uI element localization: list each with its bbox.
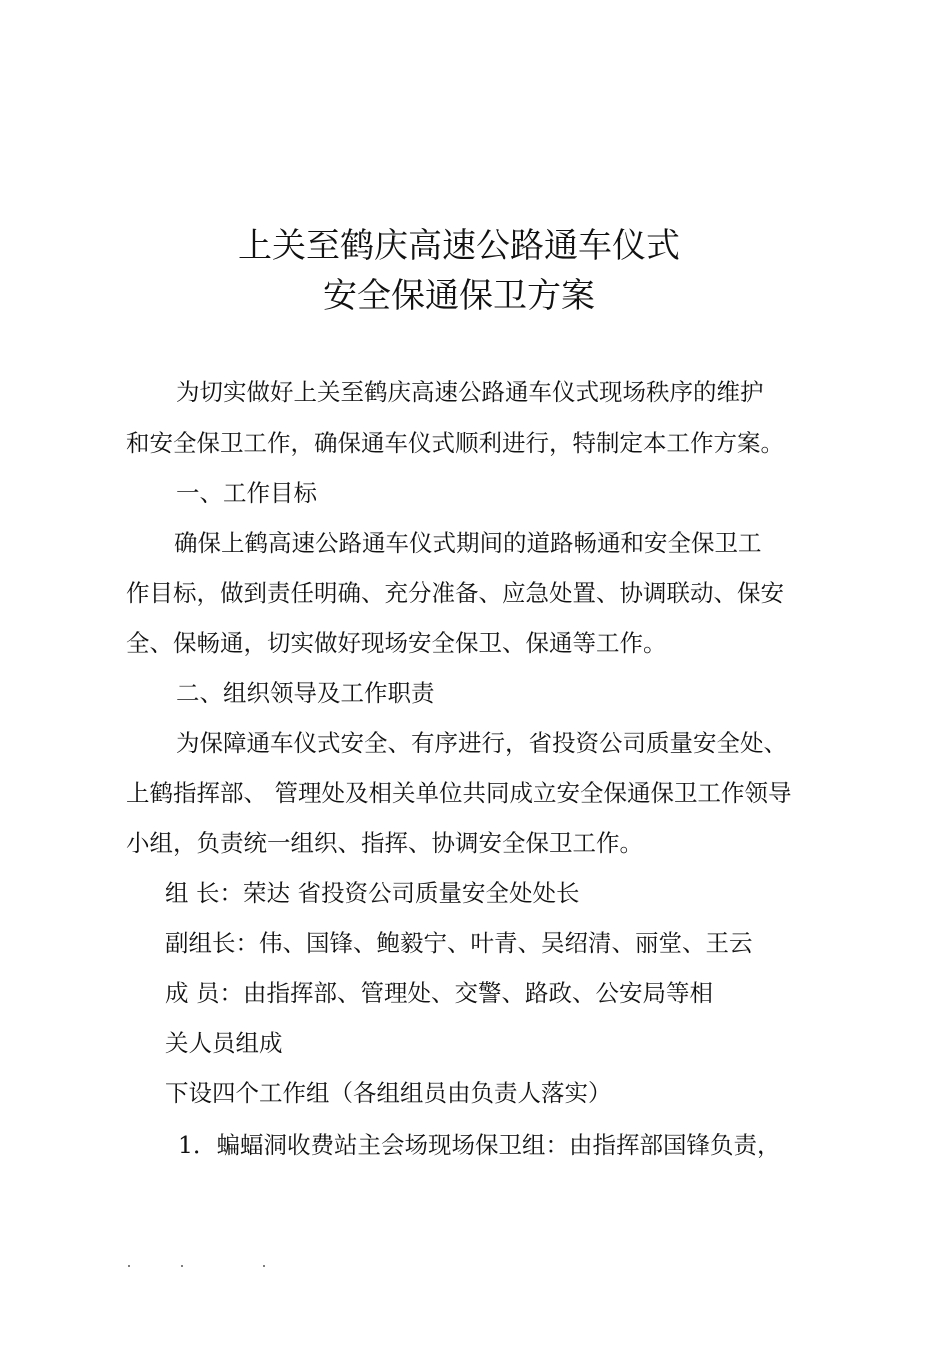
deputy-leader-line: 副组长：伟、国锋、鲍毅宁、叶青、吴绍清、丽堂、王云 — [165, 929, 753, 957]
footer-dot — [181, 1265, 183, 1267]
intro-paragraph-line-2: 和安全保卫工作，确保通车仪式顺利进行，特制定本工作方案。 — [126, 429, 784, 457]
goal-paragraph-line-1: 确保上鹤高速公路通车仪式期间的道路畅通和安全保卫工 — [174, 529, 762, 557]
members-line-1: 成 员：由指挥部、管理处、交警、路政、公安局等相 — [165, 979, 713, 1007]
members-line-2: 关人员组成 — [165, 1029, 283, 1057]
working-group-item-1: 1．蝙蝠洞收费站主会场现场保卫组：由指挥部国锋负责， — [178, 1131, 781, 1159]
working-groups-intro: 下设四个工作组（各组组员由负责人落实） — [165, 1079, 612, 1107]
organization-paragraph-line-2: 上鹤指挥部、 管理处及相关单位共同成立安全保通保卫工作领导 — [126, 779, 792, 807]
intro-paragraph-line-1: 为切实做好上关至鹤庆高速公路通车仪式现场秩序的维护 — [176, 378, 764, 406]
footer-dot — [128, 1265, 130, 1267]
goal-paragraph-line-2: 作目标，做到责任明确、充分准备、应急处置、协调联动、保安 — [126, 579, 784, 607]
organization-paragraph-line-1: 为保障通车仪式安全、有序进行，省投资公司质量安全处、 — [176, 729, 787, 757]
section-heading-goal: 一、工作目标 — [176, 479, 317, 507]
goal-paragraph-line-3: 全、保畅通，切实做好现场安全保卫、保通等工作。 — [126, 629, 667, 657]
title-line-2: 安全保通保卫方案 — [323, 276, 595, 316]
footer-dots — [128, 1263, 278, 1269]
leader-line: 组 长：荣达 省投资公司质量安全处处长 — [165, 879, 580, 907]
title-line-1: 上关至鹤庆高速公路通车仪式 — [238, 226, 680, 266]
footer-dot — [263, 1265, 265, 1267]
organization-paragraph-line-3: 小组，负责统一组织、指挥、协调安全保卫工作。 — [126, 829, 643, 857]
section-heading-organization: 二、组织领导及工作职责 — [176, 679, 435, 707]
